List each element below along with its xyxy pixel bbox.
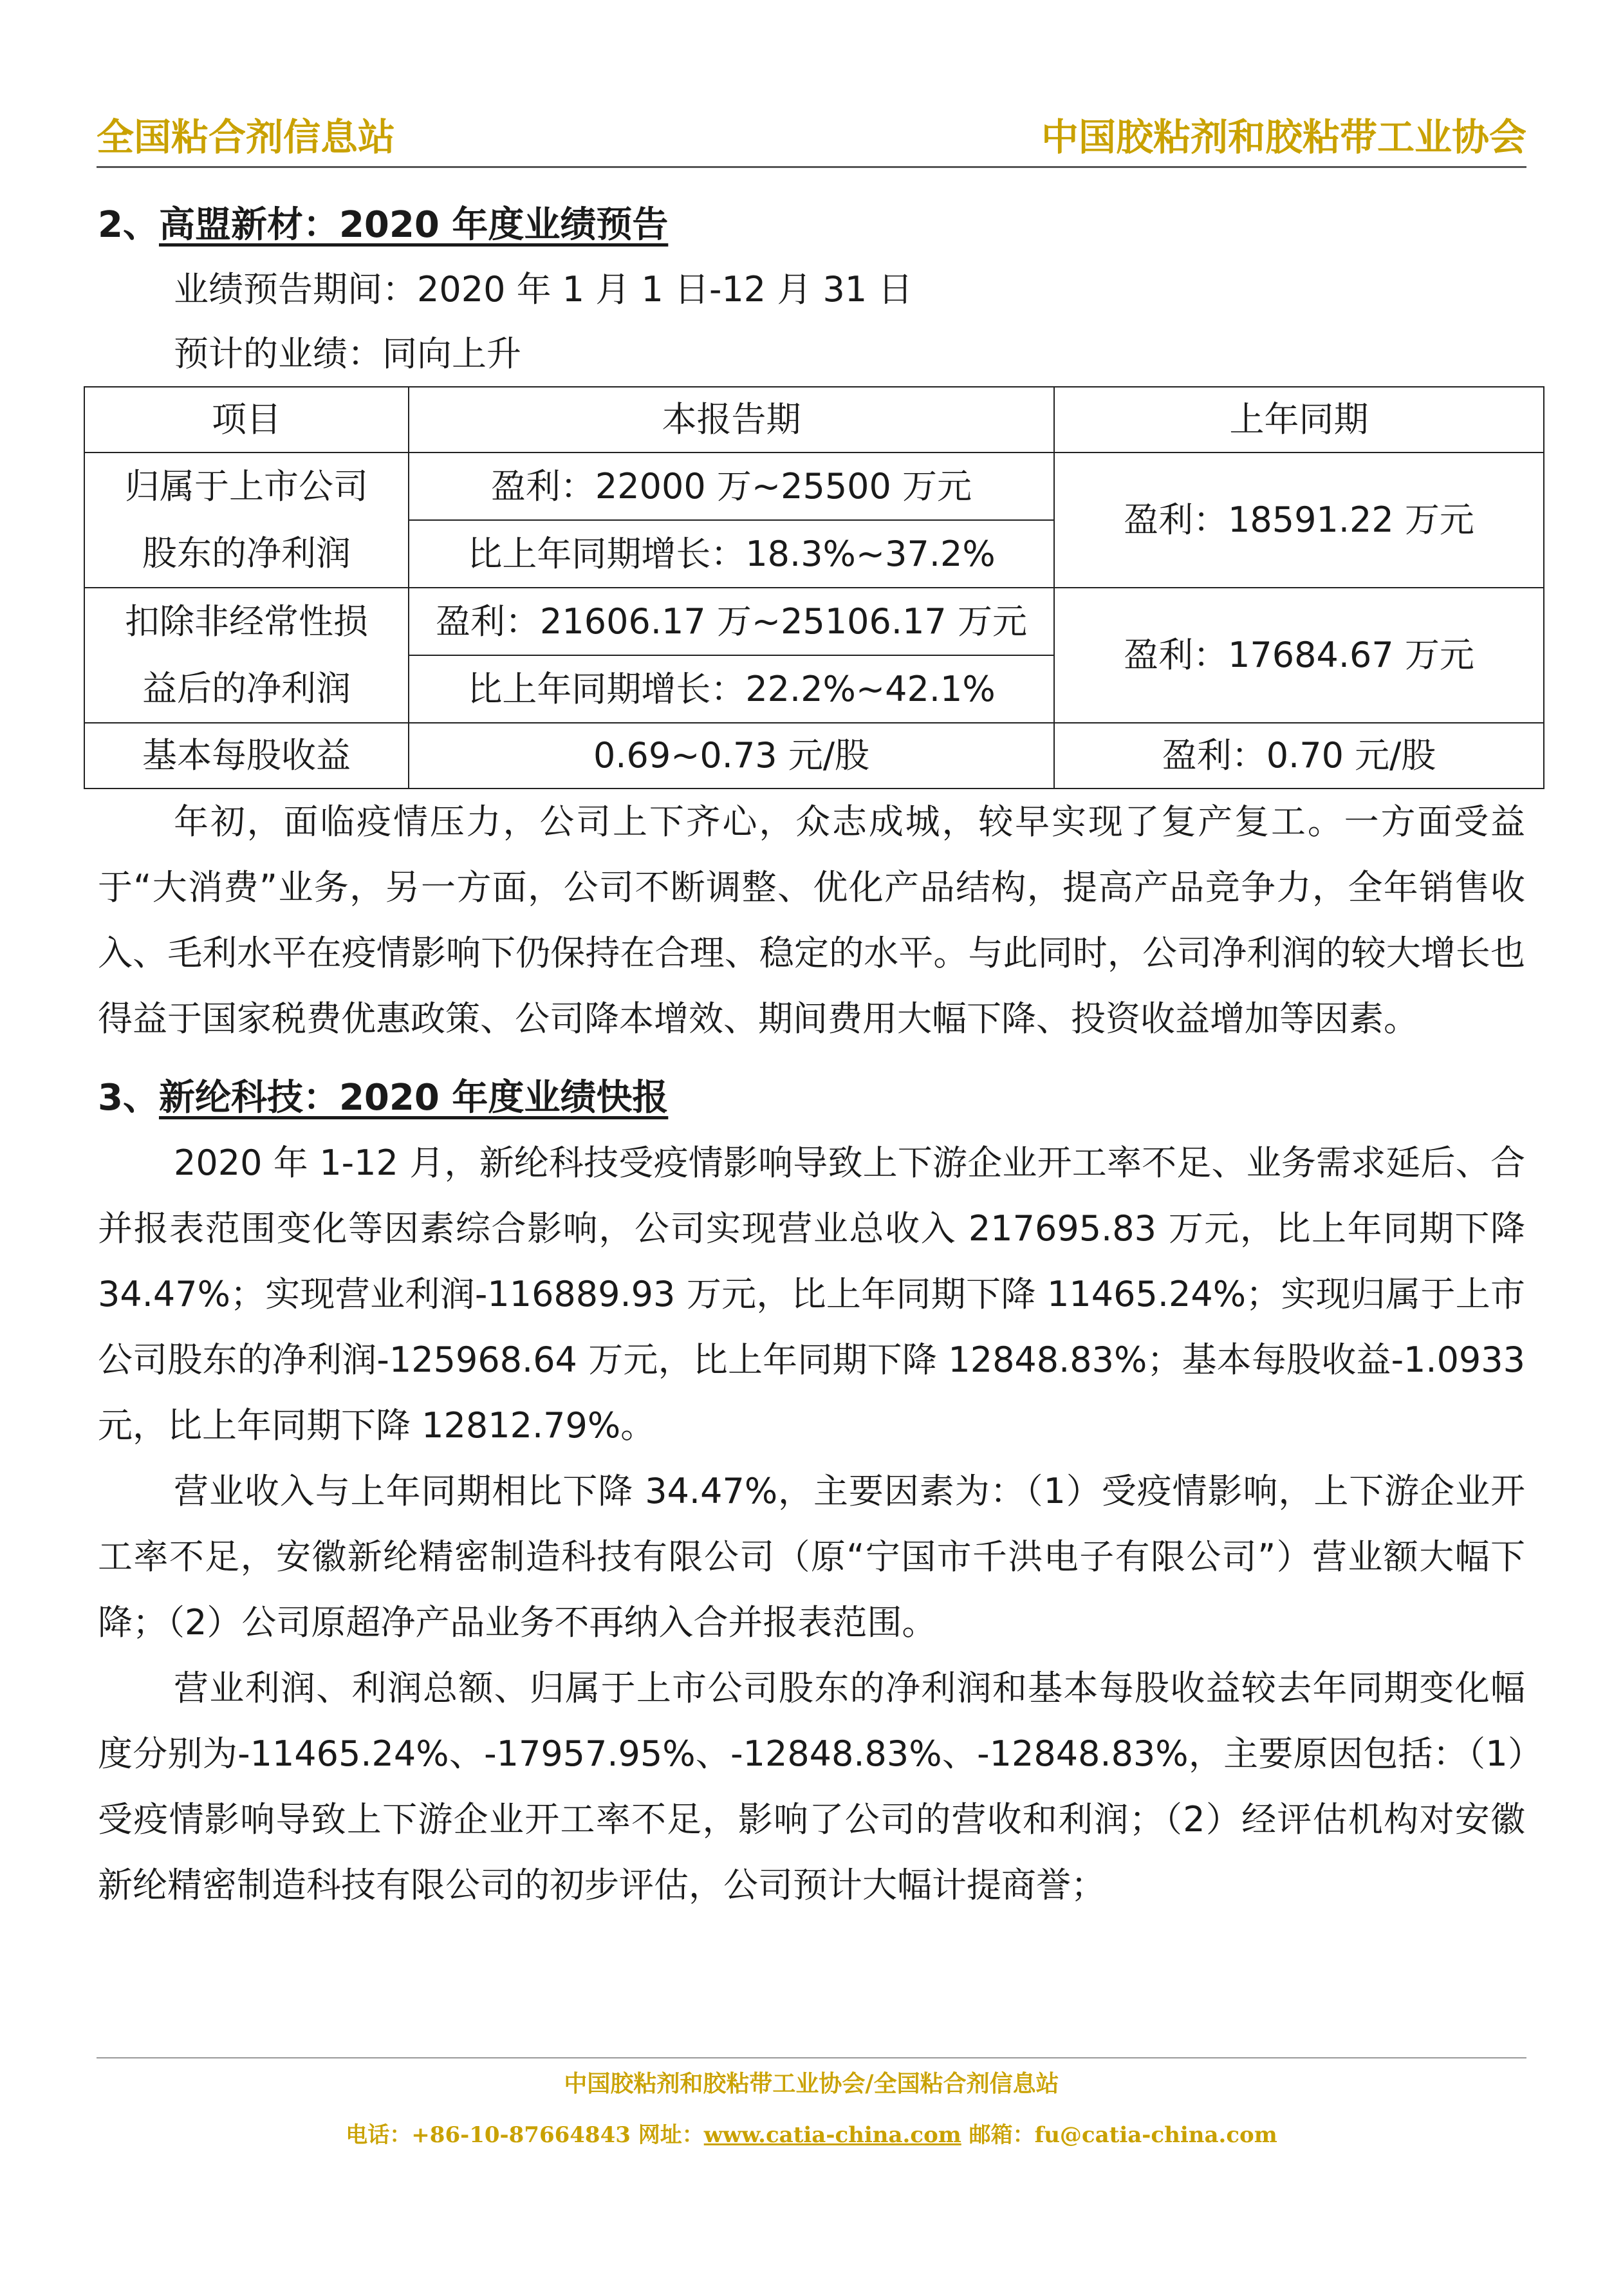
page-content <box>98 193 1525 1918</box>
adjusted-profit-growth: 比上年同期增长：22.2%~42.1% <box>409 655 1054 723</box>
section-3-paragraph-3: 营业利润、利润总额、归属于上市公司股东的净利润和基本每股收益较去年同期变化幅度分别为-11465.24%、-17957.95%、-12848.83%、-12848.83%，主要原因包括：（1）受疫情影响导致上下游企业开工率不足，影响了公司的营收和利润；（2）经评估机构对安徽新纶精密制造科技有限公司的初步评估，公司预计大幅计提商誉； <box>98 1668 1525 1905</box>
section-2-title: 高盟新材：2020 年度业绩预告 <box>158 204 669 246</box>
section-2-heading <box>98 193 1525 257</box>
table-header-row <box>84 387 1544 453</box>
adjusted-profit-current-range: 盈利：21606.17 万~25106.17 万元 <box>409 588 1054 655</box>
forecast-period: 业绩预告期间：2020 年 1 月 1 日-12 月 31 日 <box>174 269 913 310</box>
table-header-item: 项目 <box>84 387 409 453</box>
footer-website-link[interactable]: www.catia-china.com <box>703 2122 961 2148</box>
eps-prior: 盈利：0.70 元/股 <box>1054 723 1544 789</box>
section-3-heading <box>98 1066 1525 1130</box>
net-profit-growth: 比上年同期增长：18.3%~37.2% <box>409 520 1054 588</box>
adjusted-profit-prior: 盈利：17684.67 万元 <box>1054 588 1544 723</box>
section-3-number: 3、 <box>98 1077 159 1119</box>
table-row <box>84 453 1544 520</box>
eps-current: 0.69~0.73 元/股 <box>409 723 1054 789</box>
header-association-name: 中国胶粘剂和胶粘带工业协会 <box>1041 115 1526 159</box>
footer-phone: 电话：+86-10-87664843 网址： <box>346 2122 704 2148</box>
footer-divider <box>97 2057 1526 2058</box>
table-header-prior: 上年同期 <box>1054 387 1544 453</box>
expected-performance: 预计的业绩：同向上升 <box>174 333 521 374</box>
net-profit-current-range: 盈利：22000 万~25500 万元 <box>409 453 1054 520</box>
section-2-paragraph: 年初，面临疫情压力，公司上下齐心，众志成城，较早实现了复产复工。一方面受益于“大消费”业务，另一方面，公司不断调整、优化产品结构，提高产品竞争力，全年销售收入、毛利水平在疫情影响下仍保持在合理、稳定的水平。与此同时，公司净利润的较大增长也得益于国家税费优惠政策、公司降本增效、期间费用大幅下降、投资收益增加等因素。 <box>98 801 1525 1039</box>
section-gap <box>98 1052 1525 1066</box>
net-profit-prior: 盈利：18591.22 万元 <box>1054 453 1544 588</box>
performance-forecast-table <box>84 386 1544 789</box>
row-label-line: 益后的净利润 <box>142 668 351 709</box>
row-label-line: 股东的净利润 <box>142 533 351 574</box>
section-3-paragraph-1: 2020 年 1-12 月，新纶科技受疫情影响导致上下游企业开工率不足、业务需求延后、合并报表范围变化等因素综合影响，公司实现营业总收入 217695.83 万元，比上年同期下降 34.47%；实现营业利润-116889.93 万元，比上年同期下降 11465.24%；实现归属于上市公司股东的净利润-125968.64 万元，比上年同期下降 12848.83%；基本每股收益-1.0933 元，比上年同期下降 12812.79%。 <box>98 1143 1525 1446</box>
row-label-eps: 基本每股收益 <box>84 723 409 789</box>
table-header-current: 本报告期 <box>409 387 1054 453</box>
footer-organization: 中国胶粘剂和胶粘带工业协会/全国粘合剂信息站 <box>564 2070 1059 2097</box>
footer-contact <box>0 2113 1623 2158</box>
header-site-name: 全国粘合剂信息站 <box>97 115 396 159</box>
section-3-title: 新纶科技：2020 年度业绩快报 <box>158 1077 669 1119</box>
row-label-net-profit <box>84 453 409 588</box>
row-label-line: 扣除非经常性损 <box>125 601 368 642</box>
table-row <box>84 588 1544 655</box>
table-row <box>84 723 1544 789</box>
footer-email: 邮箱：fu@catia-china.com <box>961 2122 1277 2148</box>
section-2-number: 2、 <box>98 204 159 246</box>
row-label-line: 归属于上市公司 <box>125 466 368 507</box>
section-3-paragraph-2: 营业收入与上年同期相比下降 34.47%，主要因素为：（1）受疫情影响，上下游企业开工率不足，安徽新纶精密制造科技有限公司（原“宁国市千洪电子有限公司”）营业额大幅下降；（2）公司原超净产品业务不再纳入合并报表范围。 <box>98 1471 1525 1643</box>
header-divider <box>97 166 1526 168</box>
row-label-adjusted-net-profit <box>84 588 409 723</box>
